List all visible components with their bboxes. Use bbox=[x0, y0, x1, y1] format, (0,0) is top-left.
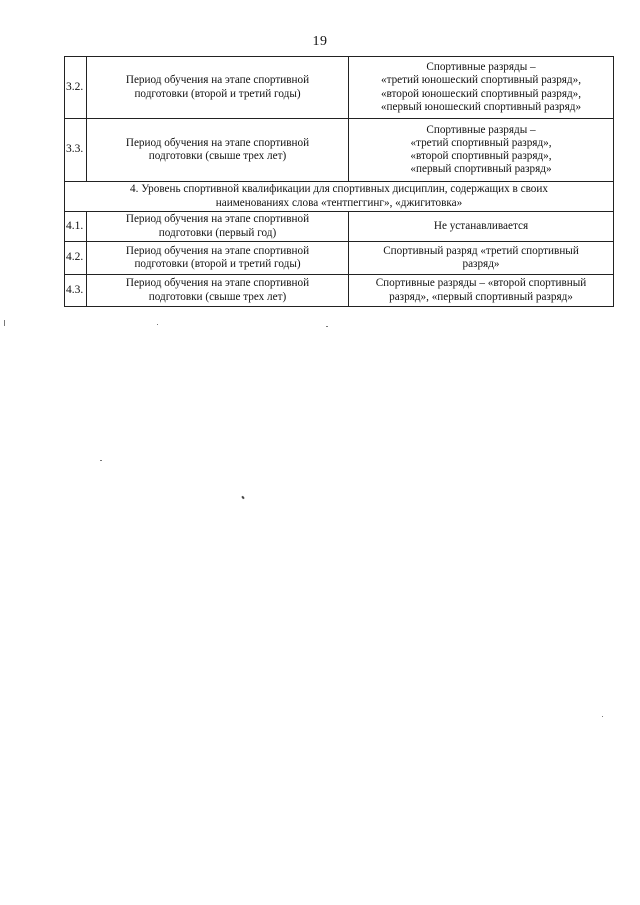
requirement-text-line: Не устанавливается bbox=[433, 219, 529, 232]
period-text-line: подготовки (свыше трех лет) bbox=[148, 150, 287, 162]
requirement-text-line: «первый спортивный разряд» bbox=[410, 163, 552, 176]
requirement-text-line: «второй спортивный разряд», bbox=[410, 150, 552, 162]
requirement-text-line: разряд», «первый спортивный разряд» bbox=[389, 290, 573, 303]
table-row bbox=[65, 242, 614, 275]
section-heading-line: 4. Уровень спортивной квалификации для спортивных дисциплин, содержащих в своих bbox=[130, 183, 548, 196]
row-number: 4.1. bbox=[65, 212, 87, 242]
table-row bbox=[65, 212, 614, 242]
table-row bbox=[65, 275, 614, 307]
row-number: 4.2. bbox=[65, 242, 87, 275]
scan-speck bbox=[241, 496, 244, 500]
period-text-line: подготовки (второй и третий годы) bbox=[134, 87, 301, 100]
requirement-text-line: разряд» bbox=[462, 258, 500, 270]
section-heading-row bbox=[65, 182, 614, 212]
scan-speck bbox=[602, 716, 603, 717]
period-cell bbox=[87, 57, 349, 119]
requirement-text-line: Спортивные разряды – bbox=[426, 61, 536, 74]
scan-speck bbox=[4, 320, 5, 326]
period-text-line: Период обучения на этапе спортивной bbox=[125, 277, 310, 290]
requirement-text-line: «второй юношеский спортивный разряд», bbox=[380, 87, 582, 100]
table-row bbox=[65, 57, 614, 119]
period-text-line: подготовки (второй и третий годы) bbox=[134, 258, 301, 270]
period-text-line: подготовки (первый год) bbox=[158, 226, 277, 239]
requirement-cell bbox=[349, 242, 614, 275]
period-text-line: Период обучения на этапе спортивной bbox=[125, 213, 310, 226]
page-number: 19 bbox=[312, 34, 328, 49]
period-text-line: Период обучения на этапе спортивной bbox=[125, 244, 310, 257]
requirement-text-line: «третий юношеский спортивный разряд», bbox=[380, 74, 582, 87]
section-heading-line: наименованиях слова «тентпеггинг», «джигитовка» bbox=[215, 196, 463, 209]
requirement-cell bbox=[349, 275, 614, 307]
row-number: 3.3. bbox=[65, 119, 87, 182]
scan-speck bbox=[100, 460, 102, 461]
scan-speck bbox=[326, 326, 328, 327]
period-cell bbox=[87, 119, 349, 182]
requirement-text-line: «третий спортивный разряд», bbox=[410, 136, 552, 149]
section-heading bbox=[65, 182, 614, 212]
requirement-text-line: Спортивный разряд «третий спортивный bbox=[383, 244, 579, 257]
period-cell bbox=[87, 242, 349, 275]
period-cell bbox=[87, 212, 349, 242]
requirement-cell bbox=[349, 119, 614, 182]
row-number: 3.2. bbox=[65, 57, 87, 119]
requirement-text-line: «первый юношеский спортивный разряд» bbox=[380, 100, 582, 113]
period-text-line: подготовки (свыше трех лет) bbox=[148, 290, 287, 303]
table-row bbox=[65, 119, 614, 182]
period-text-line: Период обучения на этапе спортивной bbox=[125, 74, 310, 87]
sport-qualification-table bbox=[64, 56, 614, 307]
scan-speck bbox=[157, 324, 158, 325]
row-number: 4.3. bbox=[65, 275, 87, 307]
requirement-cell bbox=[349, 212, 614, 242]
period-cell bbox=[87, 275, 349, 307]
requirement-text-line: Спортивные разряды – bbox=[426, 123, 536, 136]
requirement-text-line: Спортивные разряды – «второй спортивный bbox=[375, 277, 587, 290]
period-text-line: Период обучения на этапе спортивной bbox=[125, 136, 310, 149]
requirement-cell bbox=[349, 57, 614, 119]
